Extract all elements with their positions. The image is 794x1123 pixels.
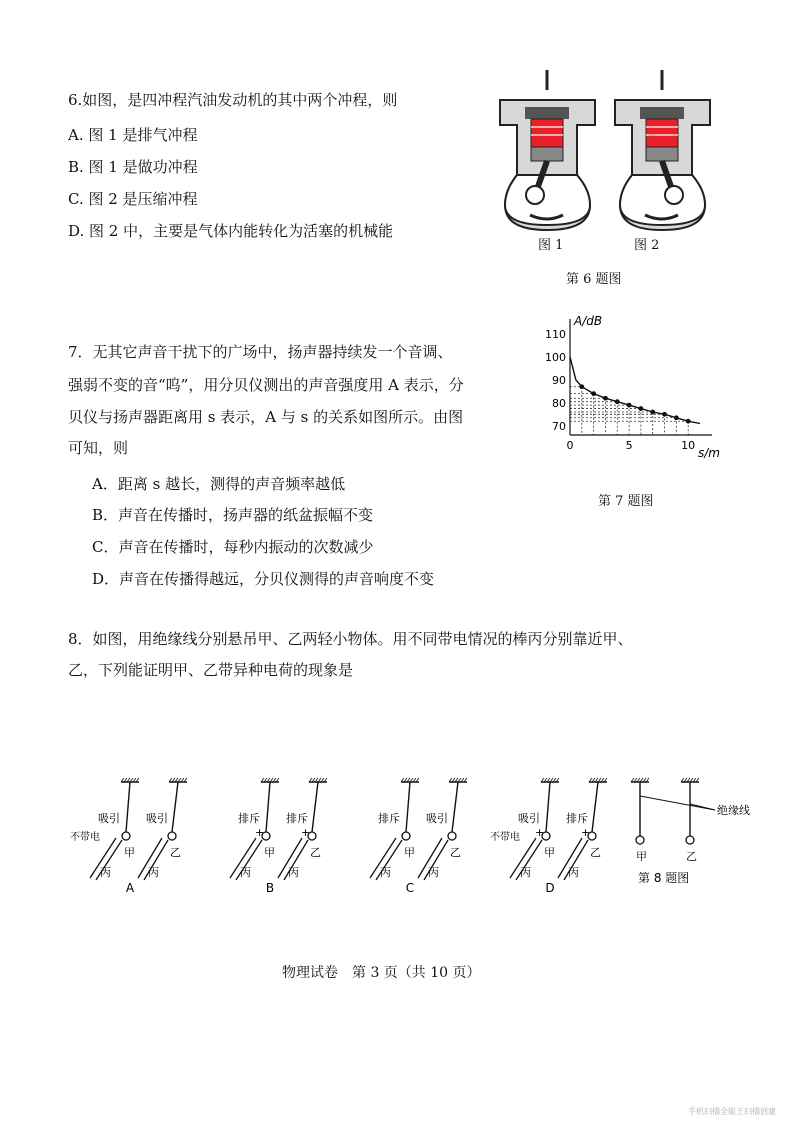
- label-yi: 乙: [590, 846, 601, 859]
- engine-figure-1: [500, 70, 595, 230]
- chart-point: [686, 419, 691, 424]
- chart-point: [639, 406, 644, 411]
- ball-jia: [636, 836, 644, 844]
- pointer-line: [690, 804, 715, 810]
- chart-y-tick: 110: [545, 327, 566, 341]
- chart-y-tick: 80: [552, 396, 566, 410]
- label-rod: 丙: [148, 866, 159, 879]
- chart-point: [579, 384, 584, 389]
- q7-stem-line-4: 可知，则: [68, 439, 129, 457]
- chart-series-line: [570, 357, 700, 424]
- q6-fig2-label: 图 2: [634, 238, 660, 253]
- q7-option-b: B．声音在传播时，扬声器的纸盆振幅不变: [92, 506, 374, 524]
- label-rod: 丙: [380, 866, 391, 879]
- q8-reference-figure: [631, 778, 750, 885]
- q6-stem: 6.如图，是四冲程汽油发动机的其中两个冲程，则: [68, 91, 398, 109]
- label-yi: 乙: [170, 846, 181, 859]
- thread-yi: [172, 782, 178, 832]
- label-rod: 丙: [240, 866, 251, 879]
- label-rod: 丙: [100, 866, 111, 879]
- label-rod: 丙: [288, 866, 299, 879]
- label-jia: 甲: [404, 846, 415, 859]
- thread-jia: [406, 782, 410, 832]
- q6-option-a: A. 图 1 是排气冲程: [68, 126, 198, 144]
- ball-yi: [168, 832, 176, 840]
- q8-figures: [60, 770, 770, 910]
- chart-y-tick: 90: [552, 373, 566, 387]
- q7-stem-line-3: 贝仪与扬声器距离用 s 表示，A 与 s 的关系如图所示。由图: [68, 408, 464, 426]
- q8-panel-a: [70, 778, 187, 895]
- label-insulated-wire: 绝缘线: [717, 804, 750, 817]
- thread-yi: [452, 782, 458, 832]
- ball-jia: [402, 832, 410, 840]
- q6-option-b: B. 图 1 是做功冲程: [68, 158, 198, 176]
- panel-letter: B: [265, 881, 275, 895]
- q8-panel-b: [230, 778, 327, 895]
- panel-letter: C: [405, 881, 415, 895]
- chart-point: [650, 410, 655, 415]
- label-jia: 甲: [544, 846, 555, 859]
- chart-xlabel: s/m: [698, 446, 720, 460]
- charge-sign: +: [255, 826, 265, 839]
- scanner-watermark: 手机扫描全能王扫描创建: [688, 1107, 776, 1116]
- charge-sign: +: [301, 826, 311, 839]
- q8-panel-d: [490, 778, 607, 895]
- q7-option-c: C．声音在传播时，每秒内振动的次数减少: [92, 538, 374, 556]
- ball-yi: [686, 836, 694, 844]
- thread-jia: [126, 782, 130, 832]
- thread-yi: [312, 782, 318, 832]
- charge-sign: +: [535, 826, 545, 839]
- label-right-action: 排斥: [566, 812, 588, 825]
- label-left-action: 排斥: [238, 812, 260, 825]
- chart-point: [615, 399, 620, 404]
- q8-panel-c: [370, 778, 467, 895]
- chart-x-tick: 0: [566, 439, 574, 452]
- q8-stem-line-2: 乙，下列能证明甲、乙带异种电荷的现象是: [68, 661, 354, 679]
- panel-letter: A: [125, 881, 135, 895]
- label-yi: 乙: [310, 846, 321, 859]
- q6-option-c: C. 图 2 是压缩冲程: [68, 190, 198, 208]
- q7-stem-line-2: 强弱不变的音“呜”，用分贝仪测出的声音强度用 A 表示，分: [68, 376, 464, 394]
- thread-yi: [592, 782, 598, 832]
- ball-yi: [448, 832, 456, 840]
- label-right-action: 吸引: [426, 812, 448, 825]
- panel-letter: D: [545, 881, 555, 895]
- label-rod: 丙: [520, 866, 531, 879]
- thread-jia: [546, 782, 550, 832]
- q6-fig1-label: 图 1: [538, 238, 564, 253]
- chart-point: [591, 391, 596, 396]
- label-jia: 甲: [124, 846, 135, 859]
- chart-y-tick: 100: [545, 350, 566, 364]
- q7-chart: [530, 305, 730, 475]
- q6-caption: 第 6 题图: [566, 272, 622, 287]
- label-left-action: 吸引: [518, 812, 540, 825]
- q8-stem-line-1: 8．如图，用绝缘线分别悬吊甲、乙两轻小物体。用不同带电情况的棒丙分别靠近甲、: [68, 630, 633, 648]
- q6-engine-figures: [495, 65, 715, 235]
- chart-x-tick: 10: [681, 439, 696, 452]
- q6-option-d: D. 图 2 中，主要是气体内能转化为活塞的机械能: [68, 222, 394, 240]
- chart-point: [627, 403, 632, 408]
- label-jia: 甲: [264, 846, 275, 859]
- ball-jia: [122, 832, 130, 840]
- label-right-action: 吸引: [146, 812, 168, 825]
- chart-ylabel: A/dB: [574, 314, 603, 328]
- chart-point: [603, 396, 608, 401]
- label-uncharged: 不带电: [70, 832, 100, 843]
- q7-option-d: D．声音在传播得越远，分贝仪测得的声音响度不变: [92, 570, 435, 588]
- chart-y-tick: 70: [552, 419, 566, 433]
- label-left-action: 吸引: [98, 812, 120, 825]
- q7-caption: 第 7 题图: [598, 494, 654, 509]
- q7-stem-line-1: 7．无其它声音干扰下的广场中，扬声器持续发一个音调、: [68, 343, 453, 361]
- thread-jia: [266, 782, 270, 832]
- engine-figure-2: [615, 70, 710, 230]
- label-yi: 乙: [450, 846, 461, 859]
- chart-x-tick: 5: [625, 439, 633, 452]
- q7-option-a: A．距离 s 越长，测得的声音频率越低: [92, 475, 346, 493]
- label-yi: 乙: [686, 850, 697, 863]
- label-uncharged: 不带电: [490, 832, 520, 843]
- label-jia: 甲: [636, 850, 647, 863]
- charge-sign: +: [581, 826, 591, 839]
- page-footer: 物理试卷 第 3 页（共 10 页）: [282, 965, 481, 981]
- label-rod: 丙: [568, 866, 579, 879]
- label-left-action: 排斥: [378, 812, 400, 825]
- label-right-action: 排斥: [286, 812, 308, 825]
- chart-point: [662, 412, 667, 417]
- label-rod: 丙: [428, 866, 439, 879]
- q8-caption: 第 8 题图: [638, 871, 690, 885]
- chart-point: [674, 415, 679, 420]
- pointer-line: [640, 796, 715, 810]
